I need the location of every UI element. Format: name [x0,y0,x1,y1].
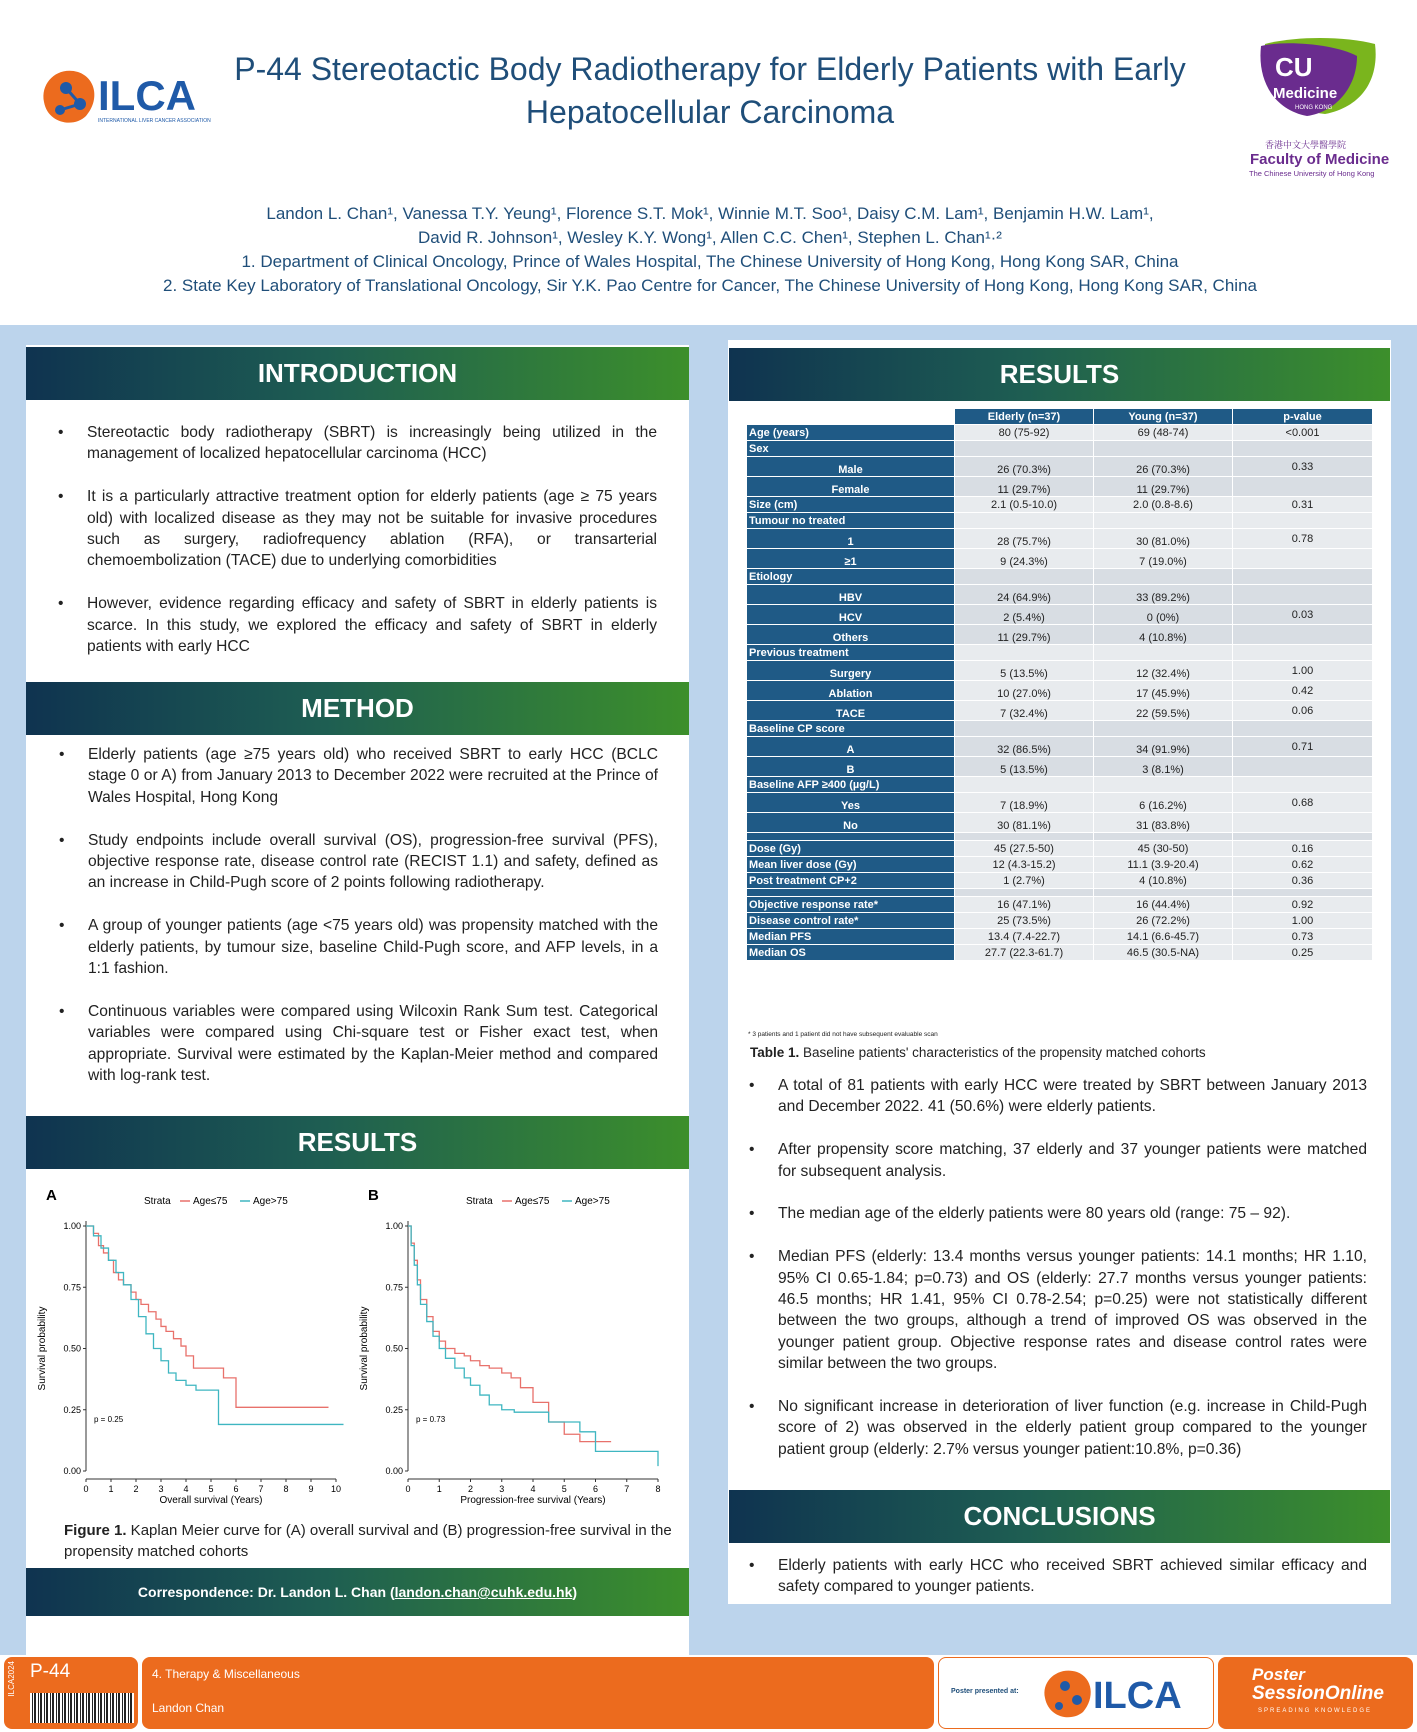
introduction-list [56,422,657,679]
table-row [747,913,1373,929]
table-row [747,569,1373,585]
y-tick-label: 0.75 [385,1282,403,1293]
authors-line-2: David R. Johnson¹, Wesley K.Y. Wong¹, Allen C.C. Chen¹, Stephen L. Chan¹·² [418,228,1002,247]
table-row [747,701,1373,721]
table-cell-elderly: 30 (81.1%) [955,813,1094,833]
table-cell-young: 14.1 (6.6-45.7) [1094,929,1233,945]
footer-ilca-box [938,1657,1214,1729]
table-cell-elderly [955,441,1094,457]
footer-pso-box [1218,1657,1413,1729]
table-row [747,441,1373,457]
table-cell-pvalue: 0.36 [1233,873,1373,889]
y-tick-label: 0.25 [385,1404,403,1415]
x-tick-label: 5 [561,1484,567,1494]
table-footnote: * 3 patients and 1 patient did not have subsequent evaluable scan [748,1031,938,1038]
x-tick-label: 7 [258,1484,264,1494]
table-cell-pvalue [1233,477,1373,497]
table-row [747,549,1373,569]
table-row [747,425,1373,441]
table-cell-elderly: 1 (2.7%) [955,873,1094,889]
author-list [60,202,1360,250]
table-cell-young [1094,441,1233,457]
table-cell-elderly: 80 (75-92) [955,425,1094,441]
footer-presented-at: Poster presented at: [951,1688,1019,1695]
table-row [747,873,1373,889]
table-cell-young: 17 (45.9%) [1094,681,1233,701]
table-cell-label: Yes [747,793,955,813]
table-caption [750,1045,1206,1060]
list-item: • Elderly patients (age ≥75 years old) who received SBRT to early HCC (BCLC stage 0 or A) from January 2013 to December 2022 were recruited at the Prince of Wales Hospital, Hong Kong [57,744,658,808]
table-header-pvalue: p-value [1233,409,1373,425]
x-tick-label: 10 [330,1484,342,1494]
y-tick-label: 0.25 [63,1404,81,1415]
svg-text:Faculty of Medicine: Faculty of Medicine [1250,151,1390,168]
table-cell-elderly [955,569,1094,585]
table-cell-label: HBV [747,585,955,605]
table-header-blank [747,409,955,425]
table-caption-label: Table 1. [750,1045,800,1060]
table-cell-label: Sex [747,441,955,457]
footer-poster-id: P-44 [30,1661,71,1682]
table-cell-elderly: 25 (73.5%) [955,913,1094,929]
x-tick-label: 2 [467,1484,474,1494]
table-cell-label: Median OS [747,945,955,961]
table-cell-young: 33 (89.2%) [1094,585,1233,605]
table-row [747,841,1373,857]
table-cell-label: 1 [747,529,955,549]
y-tick-label: 0.00 [385,1466,403,1476]
y-tick-label: 0.00 [63,1466,81,1476]
table-row [747,585,1373,605]
p-value-annotation: p = 0.25 [94,1415,124,1424]
footer-presenter: Landon Chan [152,1701,225,1715]
table-cell-elderly: 9 (24.3%) [955,549,1094,569]
x-tick-label: 7 [624,1484,630,1494]
cu-medicine-logo [1245,36,1395,181]
table-cell-pvalue: 0.16 [1233,841,1373,857]
list-item: • The median age of the elderly patients were 80 years old (range: 75 – 92). [747,1203,1367,1224]
footer-pso-tag: SPREADING KNOWLEDGE [1258,1708,1373,1714]
x-tick-label: 1 [108,1484,114,1494]
km-curve-age-gt-75 [86,1226,344,1424]
table-row [747,897,1373,913]
table-cell-label: Etiology [747,569,955,585]
table-cell-young: 31 (83.8%) [1094,813,1233,833]
table-cell-young: 16 (44.4%) [1094,897,1233,913]
authors-line-1: Landon L. Chan¹, Vanessa T.Y. Yeung¹, Florence S.T. Mok¹, Winnie M.T. Soo¹, Daisy C.M. Lam¹, Benjamin H.W. Lam¹, [266,204,1154,223]
table-cell-young: 11 (29.7%) [1094,477,1233,497]
table-cell-young: 6 (16.2%) [1094,793,1233,813]
table-header-row [747,409,1373,425]
method-list [57,744,658,1108]
x-tick-label: 0 [405,1484,411,1494]
table-row [747,477,1373,497]
table-cell-pvalue [1233,585,1373,605]
table-cell-elderly: 16 (47.1%) [955,897,1094,913]
table-cell-young: 12 (32.4%) [1094,661,1233,681]
table-cell-young: 2.0 (0.8-8.6) [1094,497,1233,513]
table-cell-young: 45 (30-50) [1094,841,1233,857]
table-cell-pvalue [1233,625,1373,645]
table-cell-elderly: 2.1 (0.5-10.0) [955,497,1094,513]
table-cell-elderly [955,513,1094,529]
table-row [747,813,1373,833]
list-item: • After propensity score matching, 37 elderly and 37 younger patients were matched for subsequent analysis. [747,1139,1367,1182]
table-cell-young: 11.1 (3.9-20.4) [1094,857,1233,873]
table-row [747,625,1373,645]
table-cell-young: 34 (91.9%) [1094,737,1233,757]
footer-ilca-logo [1039,1664,1199,1724]
table-row [747,721,1373,737]
table-cell-pvalue [1233,813,1373,833]
table-cell-pvalue: 0.62 [1233,857,1373,873]
table-spacer-row [747,889,1373,897]
table-cell-label: Objective response rate* [747,897,955,913]
table-cell-label: HCV [747,605,955,625]
introduction-heading: INTRODUCTION [26,347,689,400]
table-row [747,661,1373,681]
table-cell-elderly: 5 (13.5%) [955,757,1094,777]
table-cell-pvalue [1233,777,1373,793]
table-cell-pvalue [1233,757,1373,777]
conclusions-heading: CONCLUSIONS [729,1490,1390,1543]
x-tick-label: 8 [655,1484,661,1494]
table-cell-pvalue: 0.31 [1233,497,1373,513]
table-cell-elderly: 7 (18.9%) [955,793,1094,813]
svg-text:CU: CU [1275,52,1313,82]
figure-caption-label: Figure 1. [64,1522,127,1539]
affiliation-1: 1. Department of Clinical Oncology, Prince of Wales Hospital, The Chinese University of Hong Kong, Hong Kong SAR, China [241,252,1179,271]
results-right-heading: RESULTS [729,348,1390,401]
p-value-annotation: p = 0.73 [416,1415,446,1424]
table-cell-elderly [955,721,1094,737]
table-cell-label: Mean liver dose (Gy) [747,857,955,873]
svg-text:Medicine: Medicine [1273,85,1338,102]
legend-entry: Age≤75 [193,1196,228,1207]
legend-entry: Age≤75 [515,1196,550,1207]
table-cell-label: Baseline CP score [747,721,955,737]
table-cell-label: Others [747,625,955,645]
table-row [747,793,1373,813]
correspondence-label: Correspondence: Dr. Landon L. Chan ( [137,1584,395,1600]
list-item: • Median PFS (elderly: 13.4 months versus younger patients: 14.1 months; HR 1.10, 95% CI 0.65-1.84; p=0.73) and OS (elderly: 27.7 months versus younger patients: 46.5 months; HR 1.41, 95% CI 0.78-2.54; p=0.25) were not statistically different between the two groups, although a trend of improved OS was observed in the younger patient group. Objective response rates and disease control rates were similar between the two groups. [747,1246,1367,1374]
table-cell-pvalue: 0.03 [1233,605,1373,625]
table-row [747,513,1373,529]
table-cell-young: 3 (8.1%) [1094,757,1233,777]
table-row [747,945,1373,961]
x-tick-label: 9 [308,1484,314,1494]
footer-pso-line2: SessionOnline [1252,1683,1384,1704]
list-item: • However, evidence regarding efficacy and safety of SBRT in elderly patients is scarce. In this study, we explored the efficacy and safety of SBRT in elderly patients with early HCC [56,593,657,657]
figure-caption-text: Kaplan Meier curve for (A) overall survival and (B) progression-free survival in the propensity matched cohorts [64,1522,672,1560]
results-right-list [747,1075,1367,1482]
footer-info-box [142,1657,934,1729]
table-cell-elderly: 26 (70.3%) [955,457,1094,477]
table-cell-pvalue: 0.71 [1233,737,1373,757]
poster-title: P-44 Stereotactic Body Radiotherapy for Elderly Patients with Early Hepatocellular Carcinoma [234,51,1186,130]
table-cell-young: 30 (81.0%) [1094,529,1233,549]
y-tick-label: 1.00 [63,1221,81,1231]
table-row [747,929,1373,945]
table-cell-young: 7 (19.0%) [1094,549,1233,569]
svg-text:香港中文大學醫學院: 香港中文大學醫學院 [1265,141,1347,151]
table-cell-pvalue: 0.78 [1233,529,1373,549]
list-item: • A total of 81 patients with early HCC were treated by SBRT between January 2013 and December 2022. 41 (50.6%) were elderly patients. [747,1075,1367,1118]
table-row [747,757,1373,777]
table-row [747,497,1373,513]
table-cell-pvalue [1233,513,1373,529]
table-cell-label: Tumour no treated [747,513,955,529]
table-cell-pvalue: 0.92 [1233,897,1373,913]
y-tick-label: 0.50 [63,1343,81,1354]
x-tick-label: 6 [233,1484,239,1494]
table-cell-elderly: 11 (29.7%) [955,625,1094,645]
table-cell-young [1094,569,1233,585]
footer-side-code: ILCA2024 [7,1661,16,1697]
table-cell-label: Surgery [747,661,955,681]
x-axis-label: Overall survival (Years) [159,1495,263,1506]
poster-header [0,0,1417,325]
list-item: • It is a particularly attractive treatment option for elderly patients (age ≥ 75 years old) with localized disease as they may not be suitable for invasive procedures such as surgery, radiofrequency ablation (RFA), or transarterial chemoembolization (TACE) due to underlying comorbidities [56,486,657,572]
table-cell-label: Male [747,457,955,477]
correspondence-end: ) [572,1584,578,1600]
table-cell-young [1094,645,1233,661]
table-row [747,457,1373,477]
table-cell-elderly: 32 (86.5%) [955,737,1094,757]
results-left-heading: RESULTS [26,1116,689,1169]
x-tick-label: 4 [530,1484,536,1494]
table-cell-young [1094,777,1233,793]
legend-entry: Age>75 [575,1196,610,1207]
list-item: • Continuous variables were compared using Wilcoxin Rank Sum test. Categorical variables were compared using Chi-square test or Fisher exact test, when appropriate. Survival were estimated by the Kaplan-Meier method and compared with log-rank test. [57,1001,658,1087]
y-tick-label: 1.00 [385,1221,403,1231]
table-cell-young: 0 (0%) [1094,605,1233,625]
table-cell-young: 4 (10.8%) [1094,625,1233,645]
table-cell-pvalue: 1.00 [1233,913,1373,929]
table-cell-label: B [747,757,955,777]
list-item: • No significant increase in deterioration of liver function (e.g. increase in Child-Pugh score of 2) was observed in the elderly patient group compared to the younger patient group (elderly: 2.7% versus younger patient:10.8%, p=0.36) [747,1396,1367,1460]
table-cell-label: Ablation [747,681,955,701]
x-tick-label: 3 [158,1484,164,1494]
table-cell-pvalue: 1.00 [1233,661,1373,681]
x-tick-label: 0 [83,1484,89,1494]
svg-text:ILCA: ILCA [98,72,196,119]
table-cell-pvalue: <0.001 [1233,425,1373,441]
table-cell-pvalue: 0.42 [1233,681,1373,701]
y-axis-label: Survival probability [359,1306,370,1391]
table-cell-elderly: 7 (32.4%) [955,701,1094,721]
barcode-icon [30,1693,134,1723]
table-header-elderly: Elderly (n=37) [955,409,1094,425]
table-cell-label: Median PFS [747,929,955,945]
table-cell-elderly: 45 (27.5-50) [955,841,1094,857]
conclusions-list [747,1555,1367,1619]
table-row [747,857,1373,873]
table-cell-label: Previous treatment [747,645,955,661]
table-row [747,605,1373,625]
table-cell-elderly: 24 (64.9%) [955,585,1094,605]
table-cell-elderly: 10 (27.0%) [955,681,1094,701]
km-chart-progression-free-survival [358,1182,678,1512]
table-row [747,681,1373,701]
footer-category: 4. Therapy & Miscellaneous [152,1667,300,1681]
legend-title: Strata [144,1196,171,1207]
svg-text:HONG KONG: HONG KONG [1295,105,1333,111]
km-chart-overall-survival [36,1182,356,1512]
table-cell-label: A [747,737,955,757]
table-cell-pvalue: 0.25 [1233,945,1373,961]
table-cell-pvalue [1233,549,1373,569]
table-cell-label: ≥1 [747,549,955,569]
list-item: • Stereotactic body radiotherapy (SBRT) is increasingly being utilized in the management of localized hepatocellular carcinoma (HCC) [56,422,657,465]
table-cell-label: Size (cm) [747,497,955,513]
table-cell-elderly: 27.7 (22.3-61.7) [955,945,1094,961]
table-row [747,645,1373,661]
table-cell-pvalue: 0.06 [1233,701,1373,721]
table-cell-elderly: 11 (29.7%) [955,477,1094,497]
table-row [747,777,1373,793]
table-cell-label: Disease control rate* [747,913,955,929]
table-cell-elderly: 13.4 (7.4-22.7) [955,929,1094,945]
legend-entry: Age>75 [253,1196,288,1207]
footer-id-box [4,1657,138,1729]
table-cell-label: Post treatment CP+2 [747,873,955,889]
list-item: • Elderly patients with early HCC who received SBRT achieved similar efficacy and safety compared to younger patients. [747,1555,1367,1598]
y-tick-label: 0.50 [385,1343,403,1354]
table-cell-elderly: 28 (75.7%) [955,529,1094,549]
table-cell-elderly: 2 (5.4%) [955,605,1094,625]
table-cell-label: TACE [747,701,955,721]
x-tick-label: 8 [283,1484,289,1494]
method-heading: METHOD [26,682,689,735]
x-tick-label: 4 [183,1484,189,1494]
table-cell-pvalue [1233,721,1373,737]
table-cell-pvalue: 0.73 [1233,929,1373,945]
svg-text:INTERNATIONAL LIVER CANCER ASS: INTERNATIONAL LIVER CANCER ASSOCIATION [98,118,211,124]
table-cell-elderly: 12 (4.3-15.2) [955,857,1094,873]
table-cell-label: No [747,813,955,833]
table-cell-elderly: 5 (13.5%) [955,661,1094,681]
correspondence-bar [26,1568,689,1616]
table-cell-young: 4 (10.8%) [1094,873,1233,889]
table-row [747,737,1373,757]
table-row [747,529,1373,549]
x-tick-label: 5 [208,1484,214,1494]
x-axis-label: Progression-free survival (Years) [460,1495,606,1506]
table-cell-pvalue [1233,441,1373,457]
table-cell-label: Age (years) [747,425,955,441]
table-cell-elderly [955,645,1094,661]
table-header-young: Young (n=37) [1094,409,1233,425]
table-cell-elderly [955,777,1094,793]
correspondence-email-link[interactable]: landon.chan@cuhk.edu.hk [394,1584,573,1600]
table-cell-label: Dose (Gy) [747,841,955,857]
y-axis-label: Survival probability [37,1306,48,1391]
baseline-characteristics-table [746,408,1373,961]
list-item: • Study endpoints include overall survival (OS), progression-free survival (PFS), objective response rate, disease control rate (RECIST 1.1) and safety, defined as an increase in Child-Pugh score of 2 points following radiotherapy. [57,830,658,894]
x-tick-label: 3 [499,1484,505,1494]
table-cell-label: Baseline AFP ≥400 (µg/L) [747,777,955,793]
footer-pso-line1: Poster [1252,1665,1305,1684]
ilca-logo [36,62,216,132]
panel-label: A [46,1187,57,1204]
panel-label: B [368,1187,379,1204]
svg-text:The Chinese University of Hong: The Chinese University of Hong Kong [1249,169,1375,178]
table-caption-text: Baseline patients' characteristics of the propensity matched cohorts [799,1045,1206,1060]
y-tick-label: 0.75 [63,1282,81,1293]
figure-caption [64,1520,684,1562]
x-tick-label: 1 [436,1484,442,1494]
x-tick-label: 6 [592,1484,599,1494]
table-cell-young [1094,721,1233,737]
svg-text:ILCA: ILCA [1093,1675,1182,1717]
km-curve-age-le-75 [86,1226,329,1407]
table-cell-young: 22 (59.5%) [1094,701,1233,721]
list-item: • A group of younger patients (age <75 years old) was propensity matched with the elderly patients, by tumour size, baseline Child-Pugh score, and AFP levels, in a 1:1 fashion. [57,915,658,979]
table-cell-pvalue [1233,645,1373,661]
legend-title: Strata [466,1196,493,1207]
x-tick-label: 2 [133,1484,139,1494]
table-cell-young: 46.5 (30.5-NA) [1094,945,1233,961]
table-cell-young: 69 (48-74) [1094,425,1233,441]
table-cell-young [1094,513,1233,529]
table-cell-young: 26 (72.2%) [1094,913,1233,929]
table-cell-pvalue: 0.68 [1233,793,1373,813]
table-cell-pvalue: 0.33 [1233,457,1373,477]
table-cell-label: Female [747,477,955,497]
table-cell-pvalue [1233,569,1373,585]
affiliation-2: 2. State Key Laboratory of Translational Oncology, Sir Y.K. Pao Centre for Cancer, The Chinese University of Hong Kong, Hong Kong SAR, China [163,276,1257,295]
table-spacer-row [747,833,1373,841]
table-cell-young: 26 (70.3%) [1094,457,1233,477]
